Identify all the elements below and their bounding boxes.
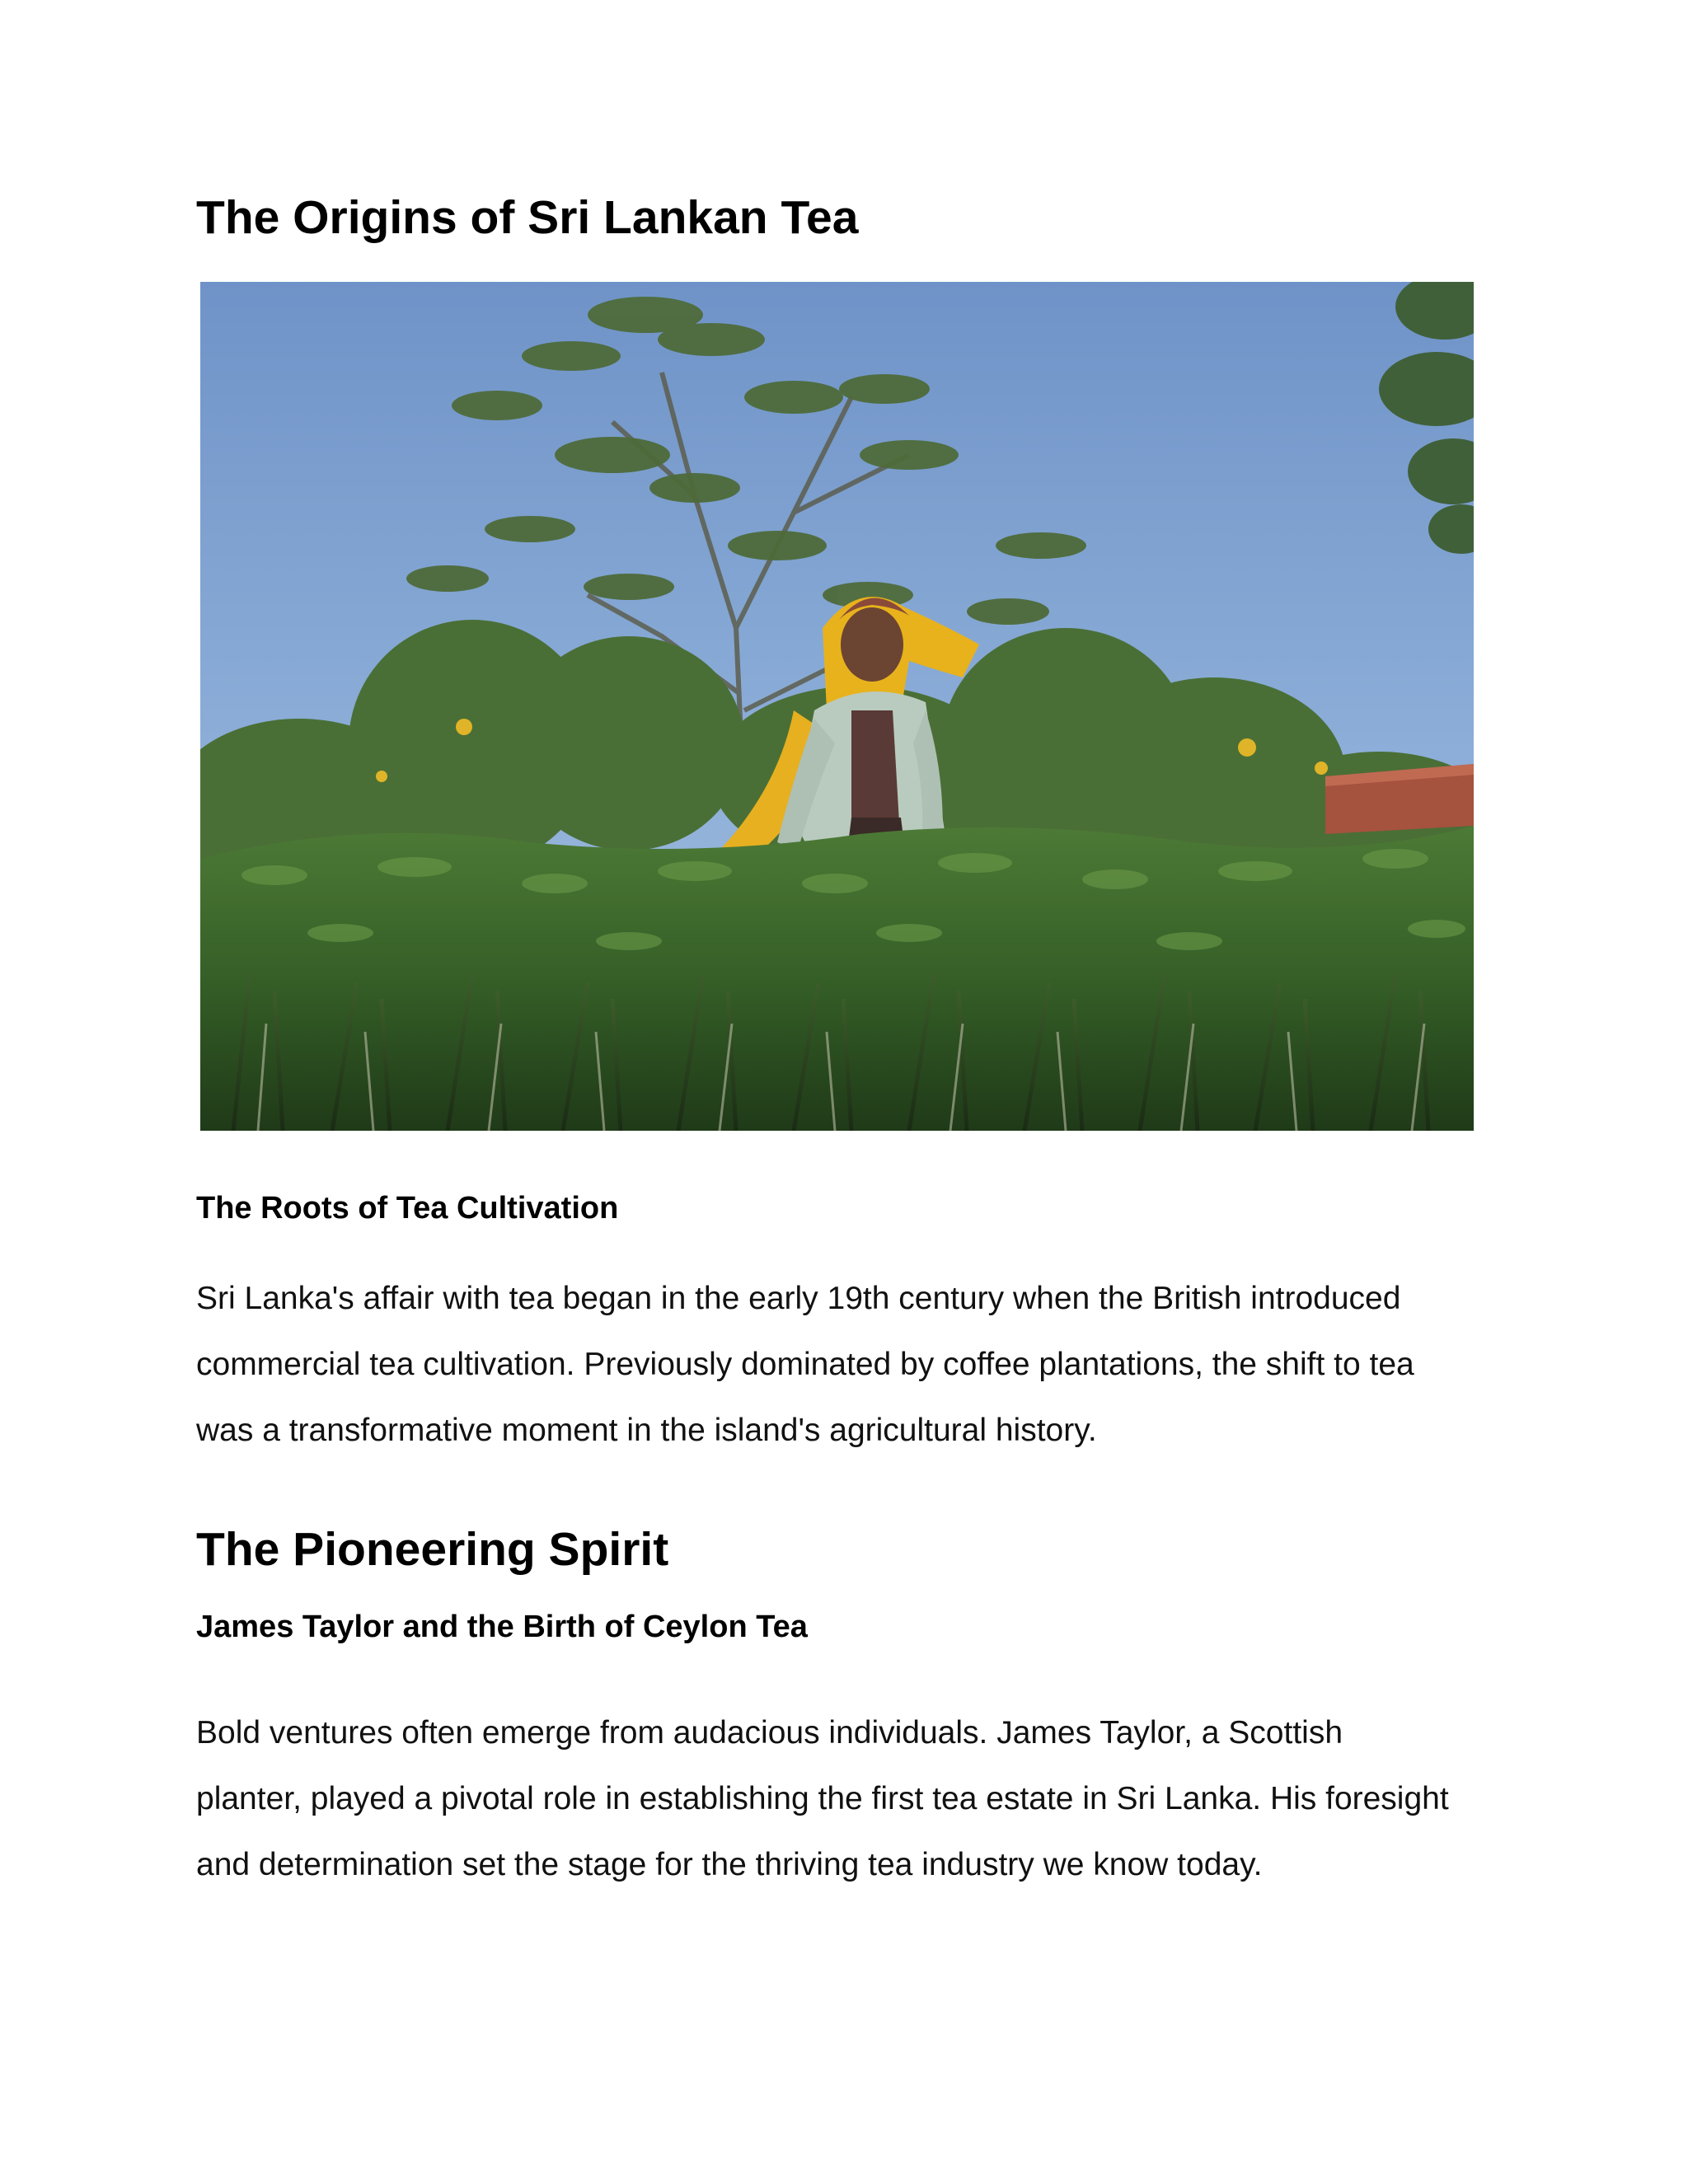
section-heading-roots: The Roots of Tea Cultivation [196, 1191, 619, 1226]
paragraph-line: commercial tea cultivation. Previously dominated by coffee plantations, the shift to tea [196, 1347, 1414, 1382]
tea-picker-illustration [200, 282, 1474, 1131]
paragraph-line: Bold ventures often emerge from audacious individuals. James Taylor, a Scottish [196, 1715, 1343, 1750]
section-title-pioneering: The Pioneering Spirit [196, 1523, 669, 1576]
paragraph-line: was a transformative moment in the island's agricultural history. [196, 1413, 1097, 1448]
paragraph-line: planter, played a pivotal role in establishing the first tea estate in Sri Lanka. His foresight [196, 1781, 1449, 1816]
page-title: The Origins of Sri Lankan Tea [196, 191, 859, 244]
paragraph-line: and determination set the stage for the thriving tea industry we know today. [196, 1847, 1263, 1882]
paragraph-roots [196, 1266, 1494, 1464]
section-heading-james-taylor: James Taylor and the Birth of Ceylon Tea [196, 1610, 808, 1644]
paragraph-line: Sri Lanka's affair with tea began in the early 19th century when the British introduced [196, 1281, 1401, 1316]
paragraph-james-taylor [196, 1700, 1494, 1898]
tea-plantation-photo [200, 282, 1474, 1131]
